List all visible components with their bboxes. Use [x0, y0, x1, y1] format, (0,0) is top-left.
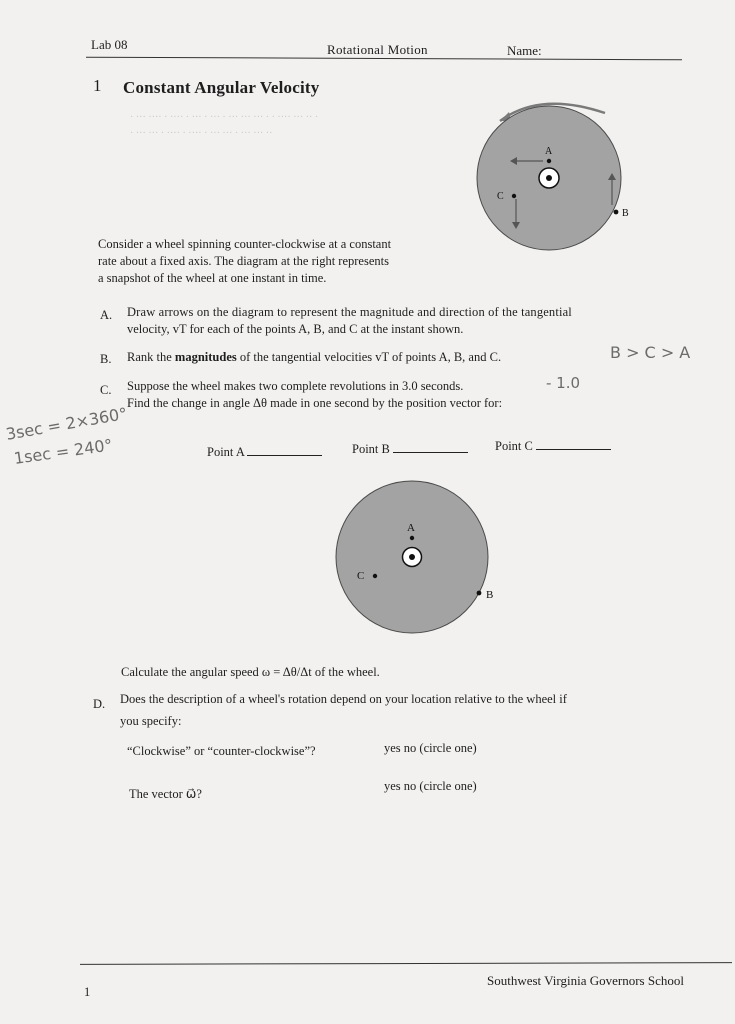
section-number: 1 — [93, 76, 102, 95]
question-b-post: of the tangential velocities vT of points A, B, and C. — [239, 350, 502, 364]
point-b-label: B — [622, 208, 629, 219]
intro-line-3: a snapshot of the wheel at one instant in time. — [98, 271, 327, 285]
question-a-letter: A. — [100, 308, 113, 322]
point-b-label: B — [486, 589, 494, 601]
footer-school: Southwest Virginia Governors School — [487, 973, 684, 988]
question-b-letter: B. — [100, 352, 112, 366]
clockwise-question: “Clockwise” or “counter-clockwise”? — [127, 744, 316, 758]
question-b-bold: magnitudes — [174, 350, 237, 364]
name-label: Name: — [507, 43, 542, 58]
point-a-answer — [207, 443, 322, 460]
bleed-through-text: · ··· ···· · ···· · ··· · ··· · ··· ··· ··· · · ···· ··· ·· · · ··· ··· · ···· · ···· · ··· ··· · ··· ··· ·· — [130, 112, 319, 139]
vector-answer[interactable]: yes no (circle one) — [384, 779, 477, 793]
clockwise-answer[interactable]: yes no (circle one) — [384, 741, 477, 755]
intro-line-1: Consider a wheel spinning counter-clockwise at a constant — [98, 237, 392, 251]
question-b-pre: Rank the — [127, 350, 172, 364]
question-b-text — [127, 350, 501, 365]
footer-page-number: 1 — [84, 985, 91, 999]
wheel-diagram-bottom — [330, 478, 505, 640]
point-c-blank[interactable] — [536, 437, 611, 450]
point-c-text: Point C — [495, 439, 533, 453]
point-b-dot — [614, 210, 619, 215]
point-c-label: C — [497, 191, 504, 202]
lab-number: Lab 08 — [91, 37, 128, 52]
point-b-text: Point B — [352, 442, 390, 456]
point-b-dot — [477, 591, 482, 596]
axis-dot — [546, 175, 552, 181]
question-d-line-2: you specify: — [120, 714, 182, 728]
point-a-blank[interactable] — [247, 443, 322, 456]
point-a-text: Point A — [207, 445, 245, 459]
point-b-answer — [352, 440, 468, 457]
intro-paragraph — [98, 236, 391, 287]
angular-speed-prompt: Calculate the angular speed ω = Δθ/Δt of the wheel. — [121, 665, 380, 679]
point-c-dot — [373, 574, 377, 578]
page-title: Rotational Motion — [327, 42, 428, 57]
handwritten-work-line-2: 1sec = 240° — [12, 435, 114, 468]
axis-dot — [409, 554, 415, 560]
vector-question: The vector ω⃗? — [129, 787, 202, 801]
point-b-blank[interactable] — [393, 440, 468, 453]
point-a-label: A — [407, 522, 415, 534]
question-c-line-2: Find the change in angle Δθ made in one second by the position vector for: — [127, 396, 503, 410]
point-c-answer — [495, 437, 611, 454]
handwritten-period: - 1.0 — [546, 374, 581, 392]
section-title: Constant Angular Velocity — [123, 78, 320, 97]
header-rule — [86, 57, 682, 61]
point-c-label: C — [357, 570, 365, 582]
footer-rule — [80, 962, 732, 965]
question-a-line-2: velocity, vT for each of the points A, B, and C at the instant shown. — [127, 322, 464, 336]
question-d-letter: D. — [93, 697, 106, 711]
point-a-dot — [547, 159, 551, 163]
intro-line-2: rate about a fixed axis. The diagram at the right represents — [98, 254, 389, 268]
question-d-line-1: Does the description of a wheel's rotation depend on your location relative to the wheel if — [120, 692, 567, 706]
question-a-line-1: Draw arrows on the diagram to represent the magnitude and direction of the tangential — [127, 305, 572, 319]
question-c-letter: C. — [100, 383, 112, 397]
point-a-dot — [410, 536, 414, 540]
question-c-line-1: Suppose the wheel makes two complete revolutions in 3.0 seconds. — [127, 379, 464, 393]
handwritten-work-line-1: 3sec = 2×360° — [4, 403, 129, 444]
point-c-dot — [512, 194, 516, 198]
point-a-label: A — [545, 146, 553, 157]
wheel-diagram-top — [470, 95, 640, 255]
handwritten-ranking: B > C > A — [610, 343, 691, 362]
